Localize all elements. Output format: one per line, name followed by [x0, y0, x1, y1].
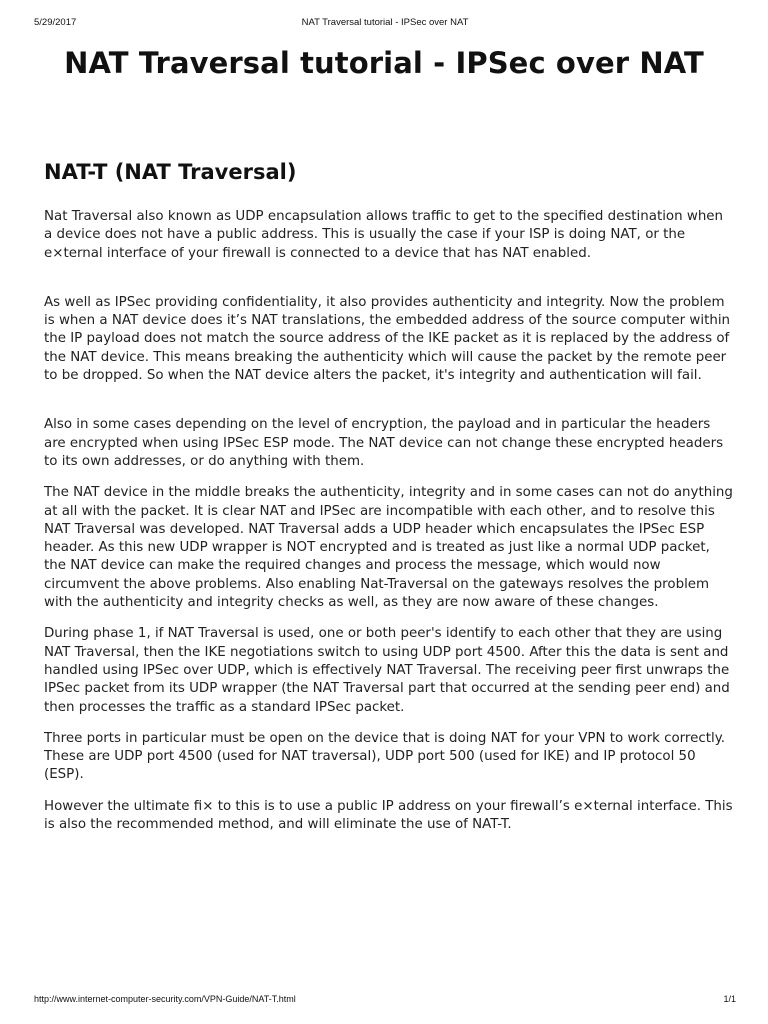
paragraph: Three ports in particular must be open on the device that is doing NAT for your VPN to work correctly. These are UDP port 4500 (used for NAT traversal), UDP port 500 (used for IKE) and IP protocol 50 (ESP). [44, 730, 725, 783]
paragraph: The NAT device in the middle breaks the authenticity, integrity and in some cases can not do anything at all with the packet. It is clear NAT and IPSec are incompatible with each other, and to resolve this NAT Traversal was developed. NAT Traversal adds a UDP header which encapsulates the IPSec ESP header. As this new UDP wrapper is NOT encrypted and is treated as just like a normal UDP packet, the NAT device can make the required changes and process the message, which would now circumvent the above problems. Also enabling Nat-Traversal on the gateways resolves the problem with the authenticity and integrity checks as well, as they are now aware of these changes. [44, 485, 733, 611]
source-url: http://www.internet-computer-security.com/VPN-Guide/NAT-T.html [34, 994, 296, 1004]
print-header-title: NAT Traversal tutorial - IPSec over NAT [301, 17, 469, 28]
section-heading: NAT-T (NAT Traversal) [44, 160, 297, 184]
paragraph: Also in some cases depending on the level of encryption, the payload and in particular the headers are encrypted when using IPSec ESP mode. The NAT device can not change these encrypted headers to its own addresses, or do anything with them. [44, 417, 724, 469]
paragraph: Nat Traversal also known as UDP encapsulation allows traffic to get to the specified destination when a device does not have a public address. This is usually the case if your ISP is doing NAT, or the e×ternal interface of your firewall is connected to a device that has NAT enabled. [44, 209, 724, 261]
paragraph: However the ultimate fi× to this is to use a public IP address on your firewall’s e×ternal interface. This is also the recommended method, and will eliminate the use of NAT-T. [44, 798, 733, 833]
print-date: 5/29/2017 [34, 17, 77, 28]
print-footer [34, 994, 736, 1008]
paragraph: As well as IPSec providing confidentiality, it also provides authenticity and integrity. Now the problem is when a NAT device does it’s NAT translations, the embedded address of the source computer within the IP payload does not match the source address of the IKE packet as it is replaced by the address of the NAT device. This means breaking the authenticity which will cause the packet by the remote peer to be dropped. So when the NAT device alters the packet, it's integrity and authentication will fail. [44, 294, 731, 384]
paragraph: During phase 1, if NAT Traversal is used, one or both peer's identify to each other that they are using NAT Traversal, then the IKE negotiations switch to using UDP port 4500. After this the data is sent and handled using IPSec over UDP, which is effectively NAT Traversal. The receiving peer first unwraps the IPSec packet from its UDP wrapper (the NAT Traversal part that occurred at the sending peer end) and then processes the traffic as a standard IPSec packet. [44, 626, 730, 715]
article-body [44, 156, 734, 834]
page-number: 1/1 [723, 994, 736, 1004]
page-title: NAT Traversal tutorial - IPSec over NAT [64, 46, 704, 80]
print-header [34, 17, 736, 31]
